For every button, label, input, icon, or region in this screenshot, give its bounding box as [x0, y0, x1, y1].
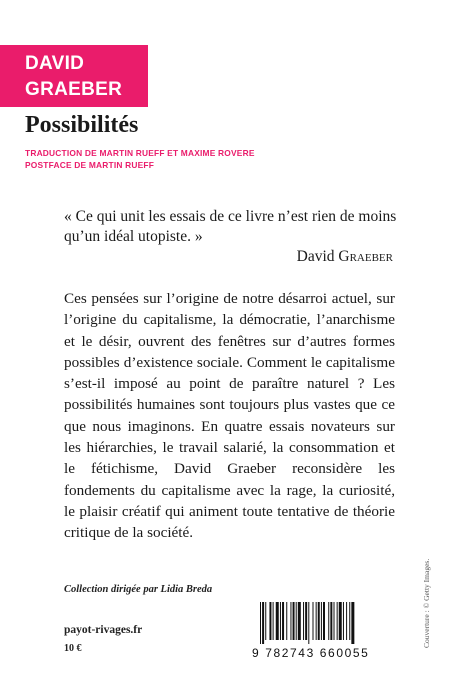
- barcode-icon: [252, 602, 408, 644]
- credits: [25, 147, 255, 171]
- epigraph-quote: « Ce qui unit les essais de ce livre n’est rien de moins qu’un idéal utopiste. »: [64, 208, 397, 245]
- barcode-number: 9 782743 660055: [252, 646, 370, 660]
- book-title: Possibilités: [25, 112, 139, 138]
- quote-author-first: David: [296, 248, 335, 265]
- author-first-name: DAVID: [25, 53, 85, 74]
- isbn-barcode: [252, 602, 408, 658]
- price: 10 €: [64, 643, 82, 654]
- author-last-name: GRAEBER: [25, 79, 123, 100]
- postface-credit: POSTFACE DE MARTIN RUEFF: [25, 160, 155, 170]
- author-name-banner: [0, 45, 148, 107]
- quote-author: [64, 248, 393, 266]
- quote-author-last: Graeber: [338, 248, 393, 265]
- collection-editor: Collection dirigée par Lidia Breda: [64, 584, 213, 595]
- publisher-website[interactable]: payot-rivages.fr: [64, 624, 143, 636]
- back-cover-description: Ces pensées sur l’origine de notre désarroi actuel, sur l’origine du capitalisme, la démocratie, l’anarchisme et le désir, ouvrent des fenêtres sur d’autres formes possibles d’existence sociale. Comment le capitalisme s’est-il imposé au point de paraître naturel ? Les possibilités humaines sont toujours plus vastes que ce que nous imaginons. En quatre essais novateurs sur les hiérarchies, le travail salarié, la consommation et le fétichisme, David Graeber reconsidère les fondements du capitalisme avec la rage, la curiosité, le plaisir créatif qui animent toute tentative de théorie critique de la société.: [64, 290, 395, 542]
- cover-photo-credit: Couverture : © Getty Images.: [422, 558, 431, 648]
- translation-credit: TRADUCTION DE MARTIN RUEFF ET MAXIME ROVERE: [25, 148, 255, 158]
